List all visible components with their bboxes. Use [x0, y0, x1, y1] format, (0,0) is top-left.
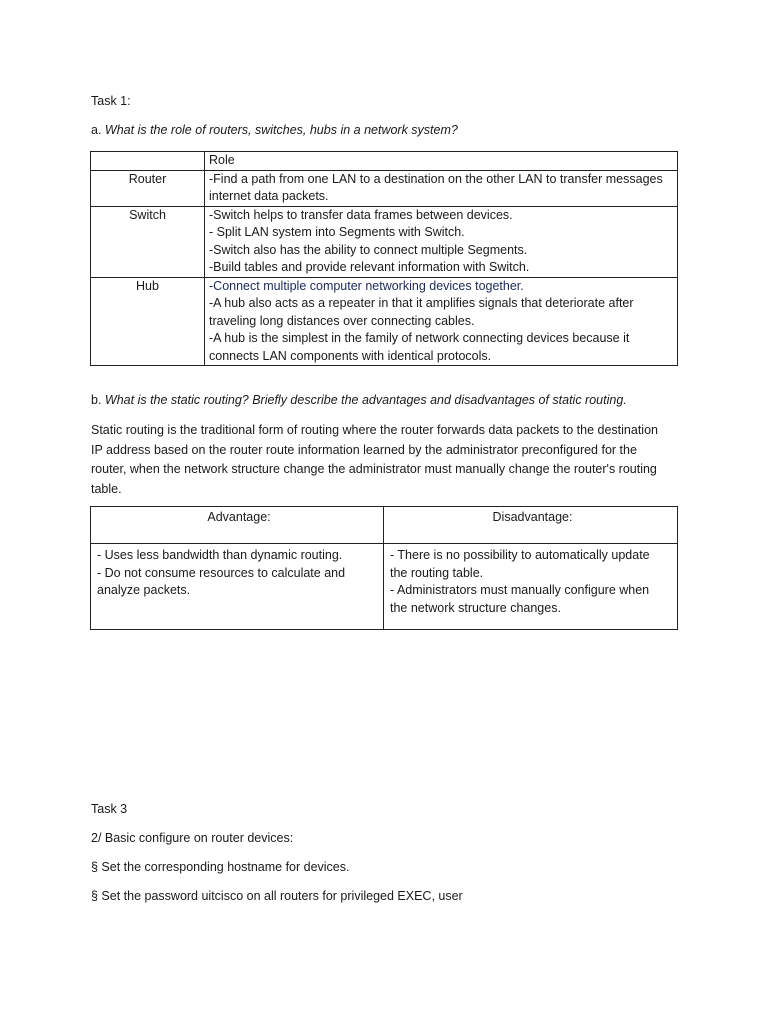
- answer-line: router, when the network structure change the administrator must manually change the router's routing: [91, 462, 657, 476]
- device-name: Hub: [91, 277, 205, 366]
- role-line: -Switch also has the ability to connect multiple Segments.: [209, 242, 528, 257]
- table-row: [91, 206, 678, 277]
- role-line: -Build tables and provide relevant information with Switch.: [209, 260, 530, 274]
- answer-line: Static routing is the traditional form of routing where the router forwards data packets to the destination: [91, 423, 658, 437]
- answer-line: table.: [91, 481, 122, 496]
- task3-line: § Set the password uitcisco on all routers for privileged EXEC, user: [91, 889, 463, 903]
- task3-line: § Set the corresponding hostname for devices.: [91, 860, 350, 874]
- question-a: [91, 122, 458, 140]
- role-line: internet data packets.: [209, 189, 329, 203]
- role-line: -Find a path from one LAN to a destination on the other LAN to transfer messages: [209, 171, 663, 186]
- role-description: [205, 277, 678, 366]
- question-a-label: a.: [91, 123, 102, 137]
- role-line: -Connect multiple computer networking devices together.: [209, 278, 524, 293]
- advantages-cell: [91, 544, 384, 630]
- advantage-line: analyze packets.: [97, 583, 191, 597]
- role-line: -Switch helps to transfer data frames between devices.: [209, 207, 513, 222]
- role-line: -A hub is the simplest in the family of network connecting devices because it: [209, 331, 630, 345]
- disadvantage-line: - There is no possibility to automatically update: [390, 548, 650, 562]
- question-b-label: b.: [91, 393, 102, 407]
- role-line: -A hub also acts as a repeater in that it amplifies signals that deteriorate after: [209, 296, 634, 310]
- role-line: - Split LAN system into Segments with Switch.: [209, 225, 465, 239]
- answer-line: IP address based on the router route information learned by the administrator preconfigured for the: [91, 442, 637, 457]
- advantage-line: - Do not consume resources to calculate and: [97, 565, 346, 580]
- role-table: [90, 151, 678, 366]
- disadvantage-header: Disadvantage:: [384, 507, 678, 544]
- static-routing-answer: [91, 421, 658, 499]
- table-row: [91, 277, 678, 366]
- disadvantage-line: the routing table.: [390, 565, 484, 580]
- advantages-table-header-row: [91, 507, 678, 544]
- table-row: [91, 170, 678, 206]
- role-table-header-row: [91, 152, 678, 171]
- role-table-header-empty: [91, 152, 205, 171]
- question-a-text: What is the role of routers, switches, hubs in a network system?: [104, 123, 458, 137]
- device-name: Router: [91, 170, 205, 206]
- task3-heading: Task 3: [91, 802, 128, 816]
- table-row: [91, 544, 678, 630]
- question-b-text: What is the static routing? Briefly describe the advantages and disadvantages of static routing.: [104, 393, 627, 407]
- advantage-line: - Uses less bandwidth than dynamic routing.: [97, 548, 343, 562]
- disadvantages-cell: [384, 544, 678, 630]
- role-table-header-role: Role: [205, 152, 678, 171]
- advantages-table: [90, 506, 678, 630]
- question-b: [91, 392, 627, 410]
- role-description: [205, 170, 678, 206]
- disadvantage-line: - Administrators must manually configure when: [390, 583, 650, 597]
- role-line: traveling long distances over connecting cables.: [209, 313, 475, 328]
- task1-heading: Task 1:: [91, 94, 131, 108]
- advantage-header: Advantage:: [91, 507, 384, 544]
- role-line: connects LAN components with identical protocols.: [209, 348, 492, 363]
- task3-line: 2/ Basic configure on router devices:: [91, 831, 294, 845]
- device-name: Switch: [91, 206, 205, 277]
- role-description: [205, 206, 678, 277]
- disadvantage-line: the network structure changes.: [390, 600, 561, 615]
